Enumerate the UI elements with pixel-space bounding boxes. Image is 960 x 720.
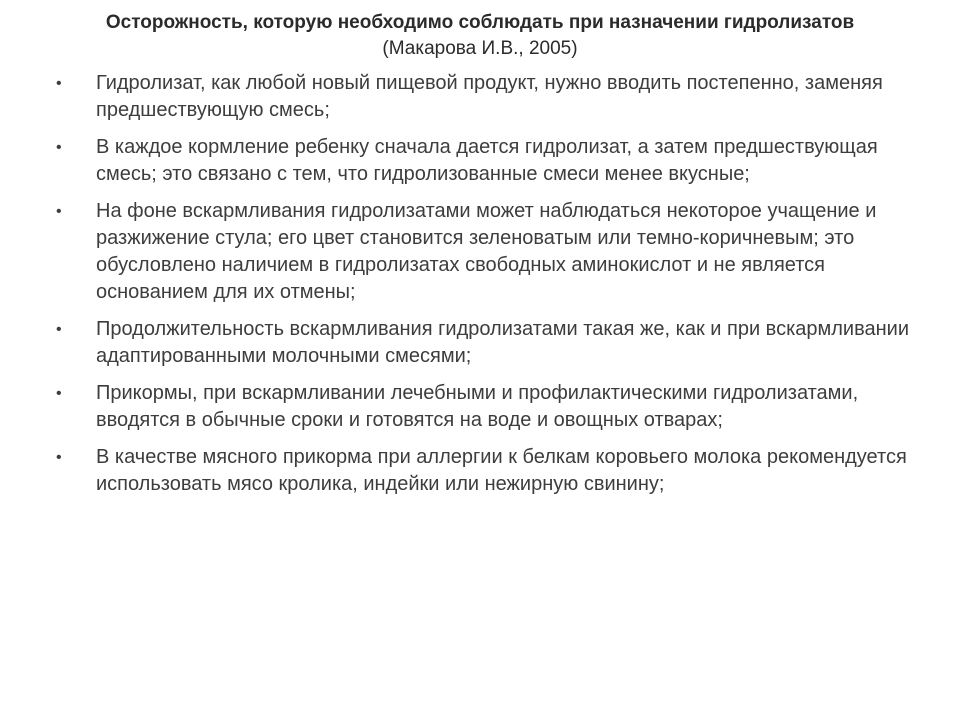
bullet-text: Продолжительность вскармливания гидролизатами такая же, как и при вскармливании адаптированными молочными смесями;: [96, 318, 910, 367]
slide-title: Осторожность, которую необходимо соблюдать при назначении гидролизатов: [105, 12, 855, 33]
bullet-icon: •: [56, 449, 62, 466]
bullet-text: Гидролизат, как любой новый пищевой продукт, нужно вводить постепенно, заменяя предшествующую смесь;: [96, 72, 883, 121]
bullet-icon: •: [56, 75, 62, 92]
bullet-item: [56, 198, 916, 306]
bullet-text: В качестве мясного прикорма при аллергии к белкам коровьего молока рекомендуется использовать мясо кролика, индейки или нежирную свинину;: [96, 446, 907, 495]
title-block: [40, 10, 920, 62]
bullet-text: Прикормы, при вскармливании лечебными и профилактическими гидролизатами, вводятся в обычные сроки и готовятся на воде и овощных отварах;: [96, 382, 859, 431]
bullet-item: [56, 70, 916, 124]
bullet-icon: •: [56, 203, 62, 220]
bullet-icon: •: [56, 385, 62, 402]
bullet-text: На фоне вскармливания гидролизатами может наблюдаться некоторое учащение и разжижение стула; его цвет становится зеленоватым или темно-коричневым; это обусловлено наличием в гидролизатах свободных аминокислот и не является основанием для их отмены;: [96, 200, 877, 303]
bullet-item: [56, 380, 916, 434]
bullet-list: [56, 70, 916, 508]
bullet-icon: •: [56, 321, 62, 338]
bullet-item: [56, 134, 916, 188]
bullet-icon: •: [56, 139, 62, 156]
slide-subtitle: (Макарова И.В., 2005): [382, 38, 578, 59]
bullet-item: [56, 316, 916, 370]
bullet-item: [56, 444, 916, 498]
bullet-text: В каждое кормление ребенку сначала дается гидролизат, а затем предшествующая смесь; это связано с тем, что гидролизованные смеси менее вкусные;: [96, 136, 878, 185]
